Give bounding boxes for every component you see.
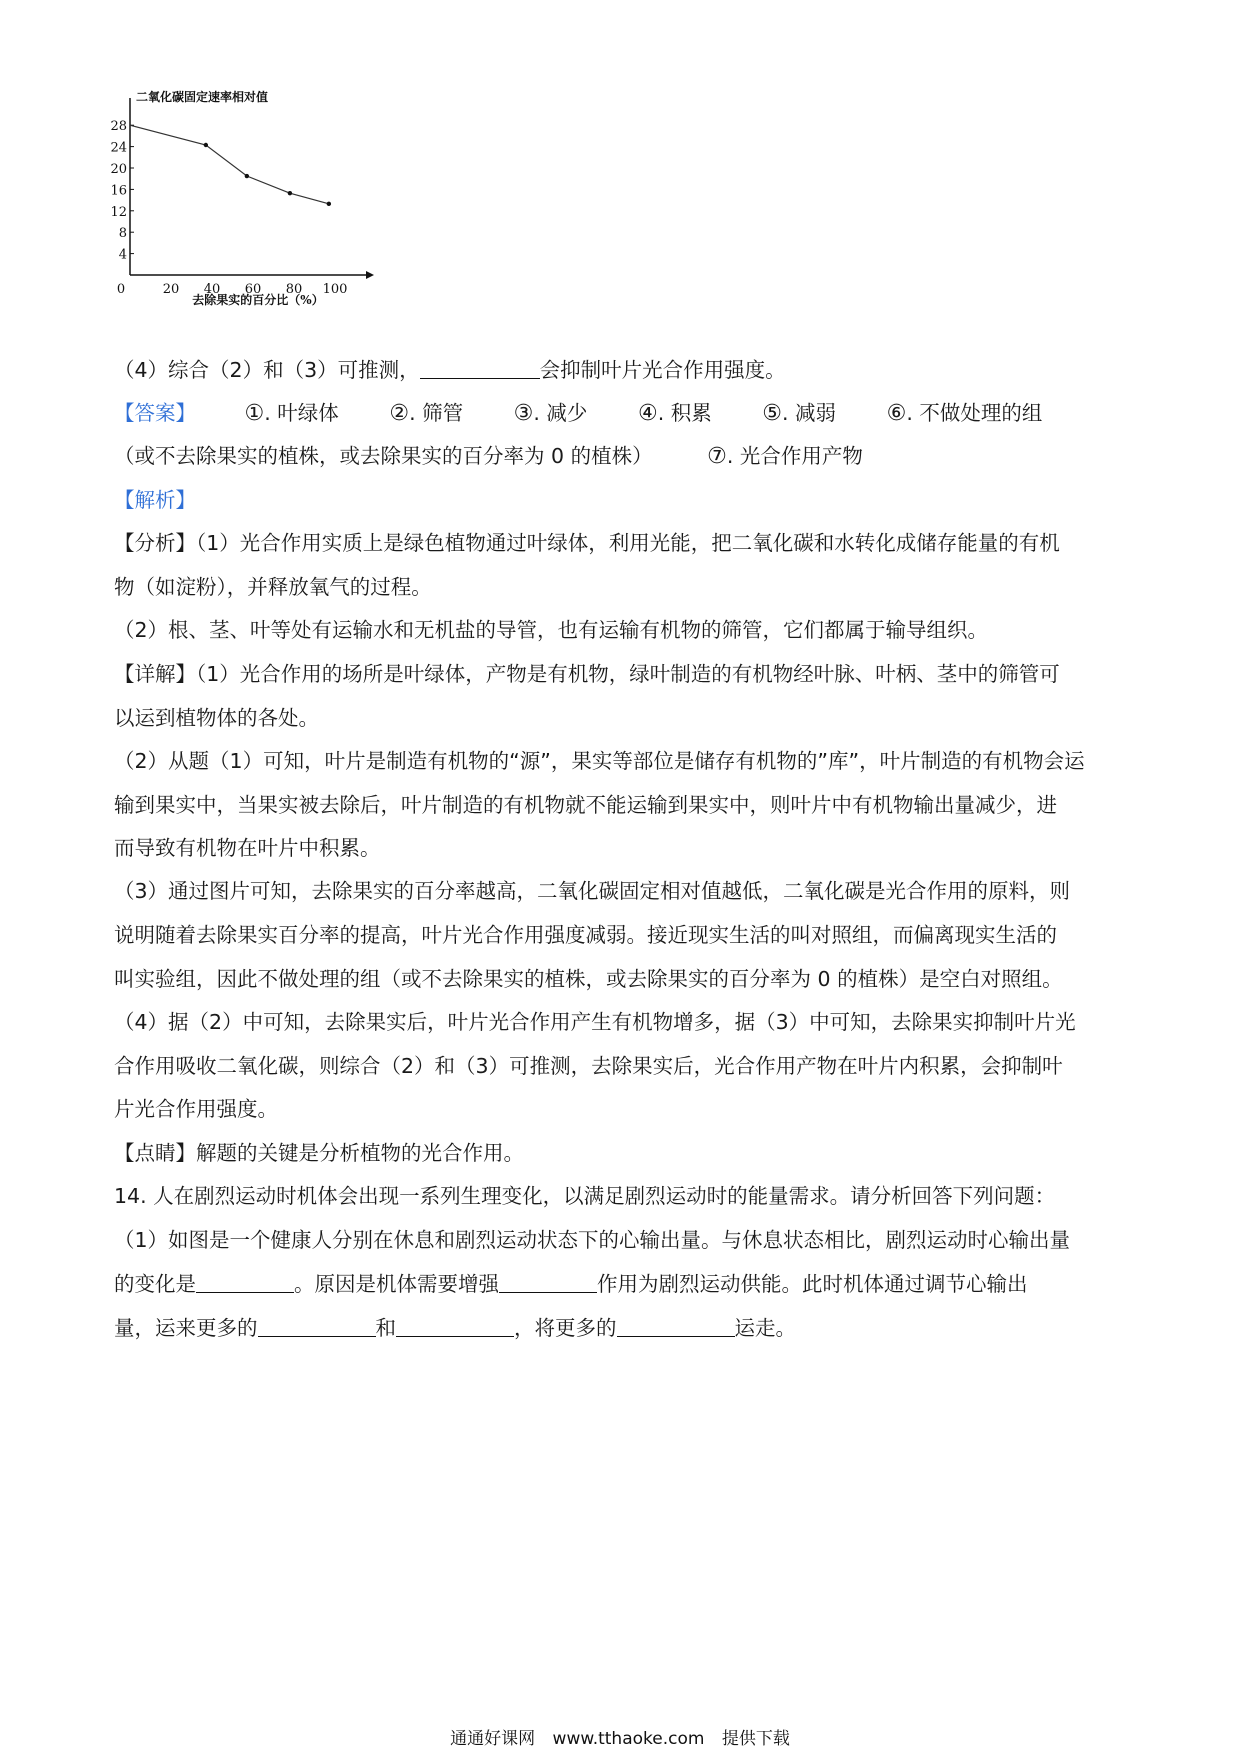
answer-item-2: ②. 筛管 [389, 401, 464, 426]
answer-item-1: ①. 叶绿体 [244, 401, 339, 426]
analysis-label: 【解析】 [114, 488, 196, 512]
data-point [245, 174, 249, 178]
paragraph-line: （3）通过图片可知，去除果实的百分率越高，二氧化碳固定相对值越低，二氧化碳是光合作用的原料，则 [114, 879, 1071, 903]
data-point [288, 191, 292, 195]
answer-blank [617, 1316, 735, 1337]
data-point [327, 202, 331, 206]
paragraph-line: 以运到植物体的各处。 [114, 706, 319, 730]
q14-line-3: 量，运来更多的 和 ，将更多的 运走。 [114, 1316, 796, 1340]
page-footer [0, 1724, 1240, 1749]
data-point [204, 143, 208, 147]
answer-item-6-note: （或不去除果实的植株，或去除果实的百分率为 0 的植株） [114, 444, 653, 468]
y-tick-label: 16 [110, 183, 127, 199]
answer-item-3: ③. 减少 [513, 401, 588, 426]
answer-line-2 [114, 439, 863, 469]
answer-blank [420, 358, 540, 379]
paragraph-line: 物（如淀粉），并释放氧气的过程。 [114, 575, 432, 599]
paragraph-line: （2）从题（1）可知，叶片是制造有机物的“源”，果实等部位是储存有机物的”库”，叶片制造的有机物会运 [114, 749, 1085, 773]
y-tick-label: 20 [110, 162, 127, 177]
answer-item-6: ⑥. 不做处理的组 [886, 401, 1043, 426]
q14-line-1: （1）如图是一个健康人分别在休息和剧烈运动状态下的心输出量。与休息状态相比，剧烈运动时心输出量 [114, 1228, 1071, 1252]
series-line [130, 125, 329, 204]
answer-blank [196, 1272, 294, 1293]
question-14-stem: 14. 人在剧烈运动时机体会出现一系列生理变化，以满足剧烈运动时的能量需求。请分析回答下列问题： [114, 1184, 1056, 1208]
answer-line-1 [114, 396, 1042, 426]
footer-site: 通通好课网 [450, 1729, 536, 1749]
answer-blank [396, 1316, 514, 1337]
answer-item-4: ④. 积累 [637, 401, 712, 426]
co2-fixation-chart [110, 90, 438, 350]
paragraph-line: （2）根、茎、叶等处有运输水和无机盐的导管，也有运输有机物的筛管，它们都属于输导组织。 [114, 618, 989, 642]
x-tick-label: 100 [322, 282, 348, 297]
paragraph-line: 【详解】（1）光合作用的场所是叶绿体，产物是有机物，绿叶制造的有机物经叶脉、叶柄、茎中的筛管可 [114, 662, 1060, 686]
paragraph-line: 输到果实中，当果实被去除后，叶片制造的有机物就不能运输到果实中，则叶片中有机物输出量减少，进 [114, 793, 1057, 817]
y-tick-label: 4 [118, 247, 127, 263]
paragraph-line: 【点睛】解题的关键是分析植物的光合作用。 [114, 1141, 524, 1165]
y-tick-label: 8 [118, 226, 127, 242]
paragraph-line: （4）据（2）中可知，去除果实后，叶片光合作用产生有机物增多，据（3）中可知，去除果实抑制叶片光 [114, 1010, 1076, 1034]
x-tick-label: 40 [203, 282, 221, 297]
y-tick-label: 24 [110, 140, 127, 156]
x-axis-label: 去除果实的百分比（%） [192, 293, 324, 307]
paragraph-line: 合作用吸收二氧化碳，则综合（2）和（3）可推测，去除果实后，光合作用产物在叶片内积累，会抑制叶 [114, 1054, 1063, 1078]
paragraph-line: 【分析】（1）光合作用实质上是绿色植物通过叶绿体，利用光能，把二氧化碳和水转化成储存能量的有机 [114, 531, 1060, 555]
answer-blank [499, 1272, 597, 1293]
q4-prefix: （4）综合（2）和（3）可推测， [114, 358, 420, 382]
answer-item-5: ⑤. 减弱 [762, 401, 837, 426]
x-tick-label: 60 [244, 282, 262, 297]
x-tick-label: 80 [285, 282, 303, 297]
answer-item-7: ⑦. 光合作用产物 [707, 444, 863, 469]
q4-suffix: 会抑制叶片光合作用强度。 [539, 358, 786, 382]
answer-blank [258, 1316, 376, 1337]
q14-line-2: 的变化是 。原因是机体需要增强 作用为剧烈运动供能。此时机体通过调节心输出 [114, 1272, 1028, 1296]
paragraph-line: 片光合作用强度。 [114, 1097, 278, 1121]
paragraph-line: 说明随着去除果实百分率的提高，叶片光合作用强度减弱。接近现实生活的叫对照组，而偏离现实生活的 [114, 923, 1057, 947]
paragraph-line: 而导致有机物在叶片中积累。 [114, 836, 381, 860]
x-tick-label: 20 [162, 282, 180, 297]
y-tick-label: 12 [110, 204, 127, 220]
x-tick-label: 0 [116, 282, 126, 297]
y-tick-label: 28 [110, 119, 127, 135]
paragraph-line: 叫实验组，因此不做处理的组（或不去除果实的植株，或去除果实的百分率为 0 的植株）是空白对照组。 [114, 967, 1063, 991]
chart-title: 二氧化碳固定速率相对值 [136, 90, 269, 104]
answer-label: 【答案】 [114, 401, 196, 425]
footer-url[interactable]: www.tthaoke.com [552, 1729, 705, 1749]
question-4 [114, 353, 786, 383]
footer-note: 提供下载 [721, 1729, 790, 1749]
x-axis-arrow [366, 271, 374, 279]
